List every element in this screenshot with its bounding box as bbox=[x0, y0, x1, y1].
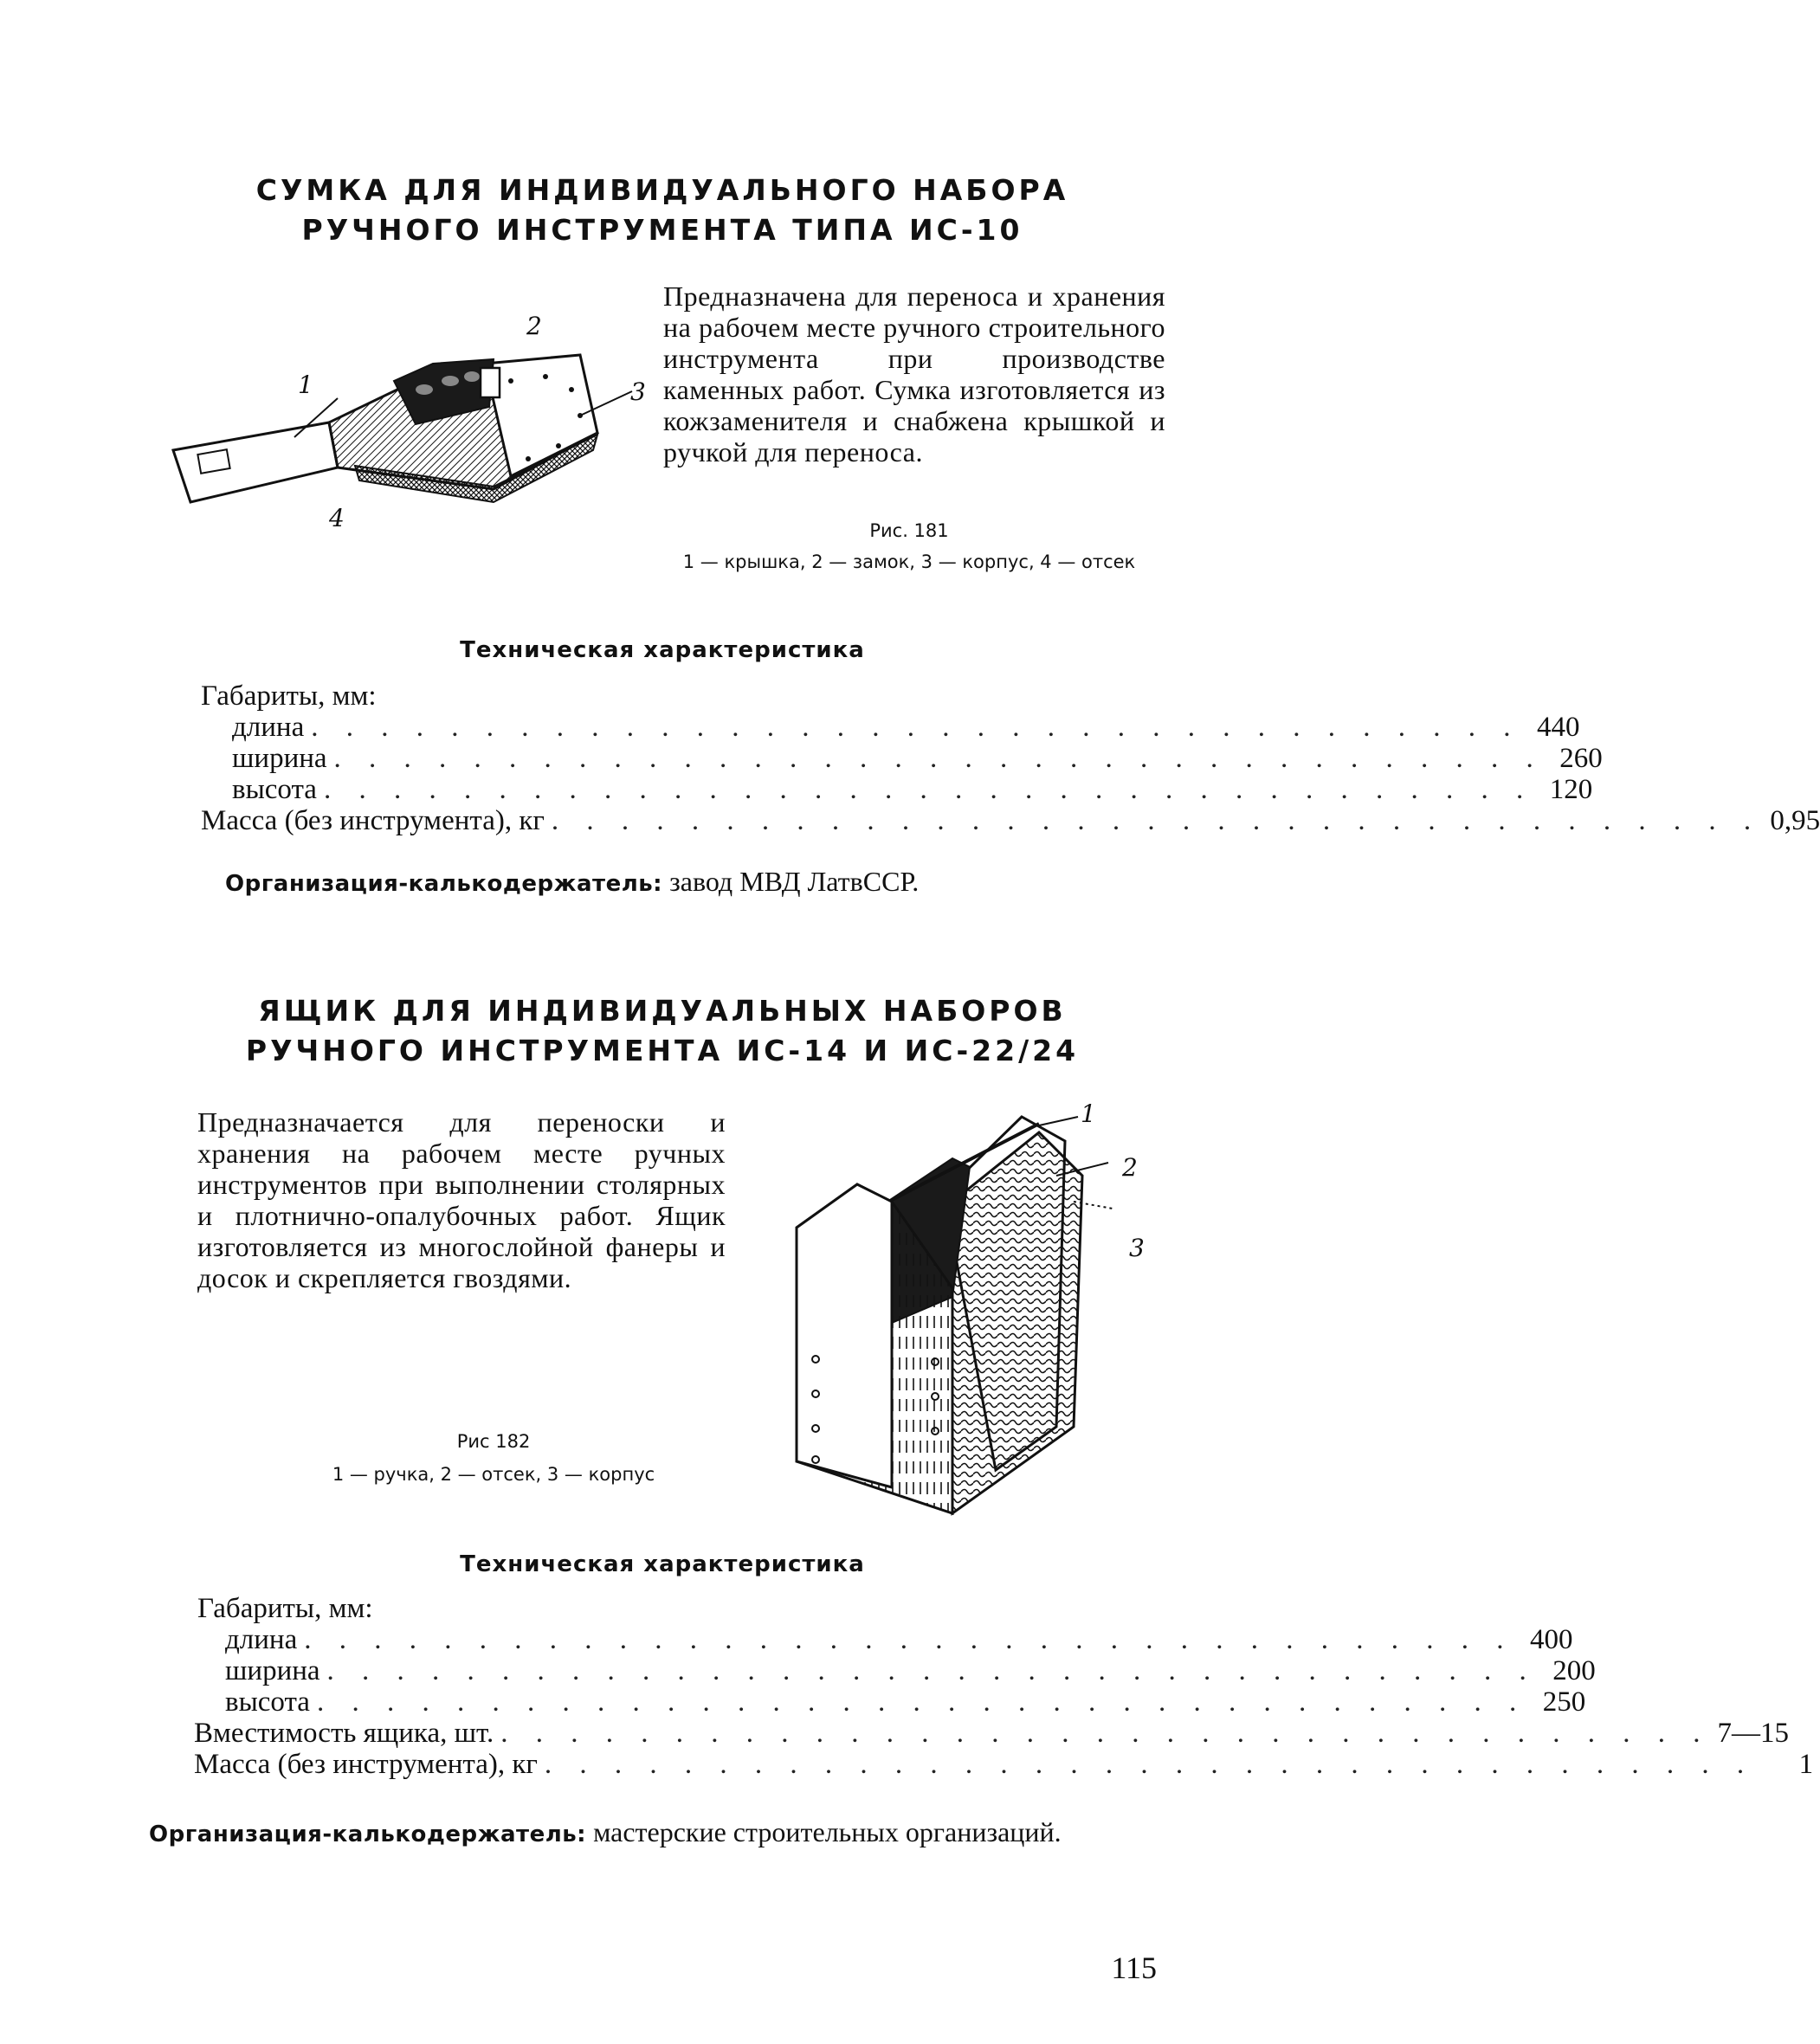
spec-value: 120 bbox=[1549, 774, 1593, 805]
spec-value: 1 bbox=[1798, 1749, 1814, 1780]
spec-value: 440 bbox=[1536, 712, 1580, 743]
section2-spec-row bbox=[225, 1686, 1586, 1718]
spec-label: длина bbox=[232, 712, 305, 743]
spec-value: 0,95 bbox=[1770, 805, 1820, 836]
section2-spec-heading: Техническая характеристика bbox=[460, 1551, 865, 1577]
spec-label: Габариты, мм: bbox=[197, 1593, 373, 1624]
spec-value: 7—15 bbox=[1717, 1718, 1789, 1749]
section1-spec-heading: Техническая характеристика bbox=[460, 637, 865, 663]
spec-leader-dots: . . . . . . . . . . . . . . . . . . . . . . . . . . . . . . . . . . . bbox=[326, 1655, 1537, 1686]
spec-leader-dots: . . . . . . . . . . . . . . . . . . . . . . . . . . . . . . . . . . . bbox=[311, 712, 1521, 743]
spec-leader-dots: . . . . . . . . . . . . . . . . . . . . . . . . . . . . . . . . . . . bbox=[500, 1718, 1711, 1749]
section2-spec-row bbox=[194, 1749, 1814, 1780]
toolbox-illustration bbox=[779, 1106, 1143, 1505]
spec-value: 250 bbox=[1542, 1686, 1586, 1718]
section2-title-line2: РУЧНОГО ИНСТРУМЕНТА ИС-14 И ИС-22/24 bbox=[245, 1034, 1080, 1067]
spec-value: 260 bbox=[1559, 743, 1603, 774]
fig182-label-3: 3 bbox=[1129, 1234, 1145, 1262]
fig181-caption-text: 1 — крышка, 2 — замок, 3 — корпус, 4 — отсек bbox=[682, 551, 1136, 572]
spec-leader-dots: . . . . . . . . . . . . . . . . . . . . . . . . . . . . . . . . . . . bbox=[551, 805, 1762, 836]
spec-label: Масса (без инструмента), кг bbox=[201, 805, 545, 836]
spec-leader-dots: . . . . . . . . . . . . . . . . . . . . . . . . . . . . . . . . . . . bbox=[316, 1686, 1527, 1718]
spec-label: Вместимость ящика, шт. bbox=[194, 1718, 494, 1749]
section2-spec-dimensions-label bbox=[197, 1593, 1115, 1624]
fig181-caption-title: Рис. 181 bbox=[869, 520, 949, 541]
org-value: завод МВД ЛатвССР. bbox=[669, 866, 920, 897]
org-key: Организация-калькодержатель: bbox=[225, 871, 663, 897]
org-value: мастерские строительных организаций. bbox=[593, 1816, 1062, 1847]
fig181-label-4: 4 bbox=[329, 504, 345, 532]
section1-spec-dimensions-label bbox=[201, 680, 1119, 712]
spec-label: Масса (без инструмента), кг bbox=[194, 1749, 538, 1780]
fig181-label-2: 2 bbox=[526, 312, 542, 340]
fig181-label-1: 1 bbox=[298, 371, 313, 399]
spec-label: Габариты, мм: bbox=[201, 680, 377, 712]
fig181-label-3: 3 bbox=[630, 377, 646, 406]
org-key: Организация-калькодержатель: bbox=[149, 1822, 587, 1847]
section1-spec-row bbox=[232, 774, 1593, 805]
bag-illustration bbox=[165, 329, 649, 519]
section1-title-line2: РУЧНОГО ИНСТРУМЕНТА ТИПА ИС-10 bbox=[301, 213, 1023, 247]
spec-leader-dots: . . . . . . . . . . . . . . . . . . . . . . . . . . . . . . . . . . . bbox=[323, 774, 1534, 805]
section2-description: Предназначается для переноски и хранения на рабочем месте ручных инструментов при выполнении столярных и плотнично-опалубочных работ. Ящик изготовляется из многослойной фанеры и досок и скрепляется гвоздями. bbox=[197, 1106, 726, 1293]
spec-label: ширина bbox=[232, 743, 327, 774]
section1-spec-row bbox=[201, 805, 1820, 836]
section2-title-line1: ЯЩИК ДЛЯ ИНДИВИДУАЛЬНЫХ НАБОРОВ bbox=[258, 994, 1067, 1028]
section1-spec-row bbox=[232, 743, 1603, 774]
fig182-caption-text: 1 — ручка, 2 — отсек, 3 — корпус bbox=[332, 1464, 655, 1485]
spec-value: 400 bbox=[1529, 1624, 1573, 1655]
fig182-label-1: 1 bbox=[1081, 1099, 1096, 1128]
spec-leader-dots: . . . . . . . . . . . . . . . . . . . . . . . . . . . . . . . . . . . bbox=[544, 1749, 1755, 1780]
section2-organization bbox=[149, 1815, 1171, 1852]
section2-spec-row bbox=[225, 1655, 1596, 1686]
spec-value: 200 bbox=[1552, 1655, 1596, 1686]
page-number: 115 bbox=[1111, 1951, 1157, 1985]
section1-spec-row bbox=[232, 712, 1580, 743]
spec-label: длина bbox=[225, 1624, 298, 1655]
fig182-label-2: 2 bbox=[1122, 1153, 1138, 1182]
fig182-caption-title: Рис 182 bbox=[456, 1431, 531, 1452]
section2-spec-row bbox=[194, 1718, 1789, 1749]
section1-organization bbox=[225, 864, 1143, 901]
spec-label: высота bbox=[225, 1686, 310, 1718]
section1-title-line1: СУМКА ДЛЯ ИНДИВИДУАЛЬНОГО НАБОРА bbox=[255, 173, 1069, 207]
spec-leader-dots: . . . . . . . . . . . . . . . . . . . . . . . . . . . . . . . . . . . bbox=[304, 1624, 1514, 1655]
section1-description: Предназначена для переноса и хранения на рабочем месте ручного строительного инструмента при производстве каменных работ. Сумка изготовляется из кожзаменителя и снабжена крышкой и ручкой для переноса. bbox=[663, 280, 1165, 467]
section2-spec-row bbox=[225, 1624, 1573, 1655]
spec-leader-dots: . . . . . . . . . . . . . . . . . . . . . . . . . . . . . . . . . . . bbox=[333, 743, 1544, 774]
spec-label: высота bbox=[232, 774, 317, 805]
spec-label: ширина bbox=[225, 1655, 320, 1686]
